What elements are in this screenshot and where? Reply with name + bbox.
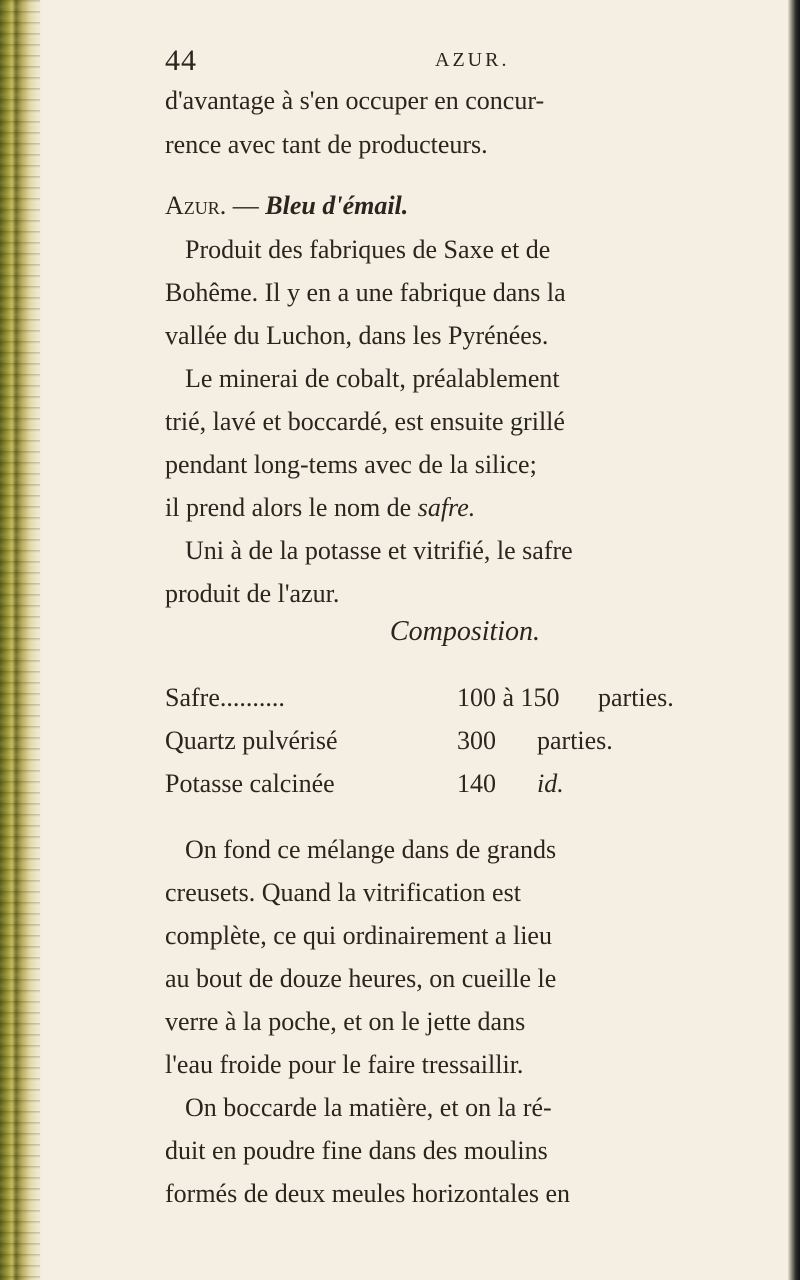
ingredient-quantity: 100 à 150	[457, 683, 560, 712]
entry-dash: —	[226, 191, 266, 220]
text-line: Le minerai de cobalt, préalablement	[185, 364, 560, 393]
text-segment: il prend alors le nom de	[165, 493, 418, 522]
running-head: AZUR.	[435, 49, 510, 71]
ingredient-name: Quartz pulvérisé	[165, 726, 338, 755]
entry-term: Azur.	[165, 191, 227, 220]
page-header	[165, 40, 605, 80]
binding-texture	[0, 0, 40, 1280]
text-line: On fond ce mélange dans de grands	[185, 835, 557, 864]
text-line: au bout de douze heures, on cueille le	[165, 964, 557, 993]
ingredient-unit: parties.	[598, 683, 674, 712]
text-line: formés de deux meules horizontales en	[165, 1179, 571, 1208]
text-line: verre à la poche, et on le jette dans	[165, 1007, 526, 1036]
entry-heading	[165, 193, 408, 219]
text-line: On boccarde la matière, et on la ré-	[185, 1093, 552, 1122]
entry-synonym: Bleu d'émail.	[265, 191, 409, 220]
section-heading: Composition.	[389, 616, 541, 647]
book-page	[165, 40, 765, 1240]
text-line: duit en poudre fine dans des moulins	[165, 1136, 548, 1165]
text-line: creusets. Quand la vitrification est	[165, 878, 521, 907]
text-line: trié, lavé et boccardé, est ensuite grillé	[165, 407, 565, 436]
text-line	[165, 495, 475, 521]
ingredient-unit: id.	[537, 769, 564, 798]
ingredient-unit: parties.	[537, 726, 613, 755]
text-line: complète, ce qui ordinairement a lieu	[165, 921, 552, 950]
text-line: pendant long-tems avec de la silice;	[165, 450, 537, 479]
text-line: rence avec tant de producteurs.	[165, 130, 488, 159]
text-line: l'eau froide pour le faire tressaillir.	[165, 1050, 524, 1079]
text-line: Bohême. Il y en a une fabrique dans la	[165, 278, 566, 307]
term-safre: safre.	[417, 493, 476, 522]
text-line: produit de l'azur.	[165, 579, 340, 608]
ingredient-name: Safre..........	[165, 683, 285, 712]
text-line: Produit des fabriques de Saxe et de	[185, 235, 551, 264]
text-line: d'avantage à s'en occuper en concur-	[165, 86, 545, 115]
page-number: 44	[165, 44, 197, 77]
ingredient-quantity: 140	[457, 769, 496, 798]
text-line: Uni à de la potasse et vitrifié, le safre	[185, 536, 573, 565]
ingredient-name: Potasse calcinée	[165, 769, 335, 798]
ingredient-quantity: 300	[457, 726, 496, 755]
text-line: vallée du Luchon, dans les Pyrénées.	[165, 321, 549, 350]
page-right-edge	[788, 0, 800, 1280]
